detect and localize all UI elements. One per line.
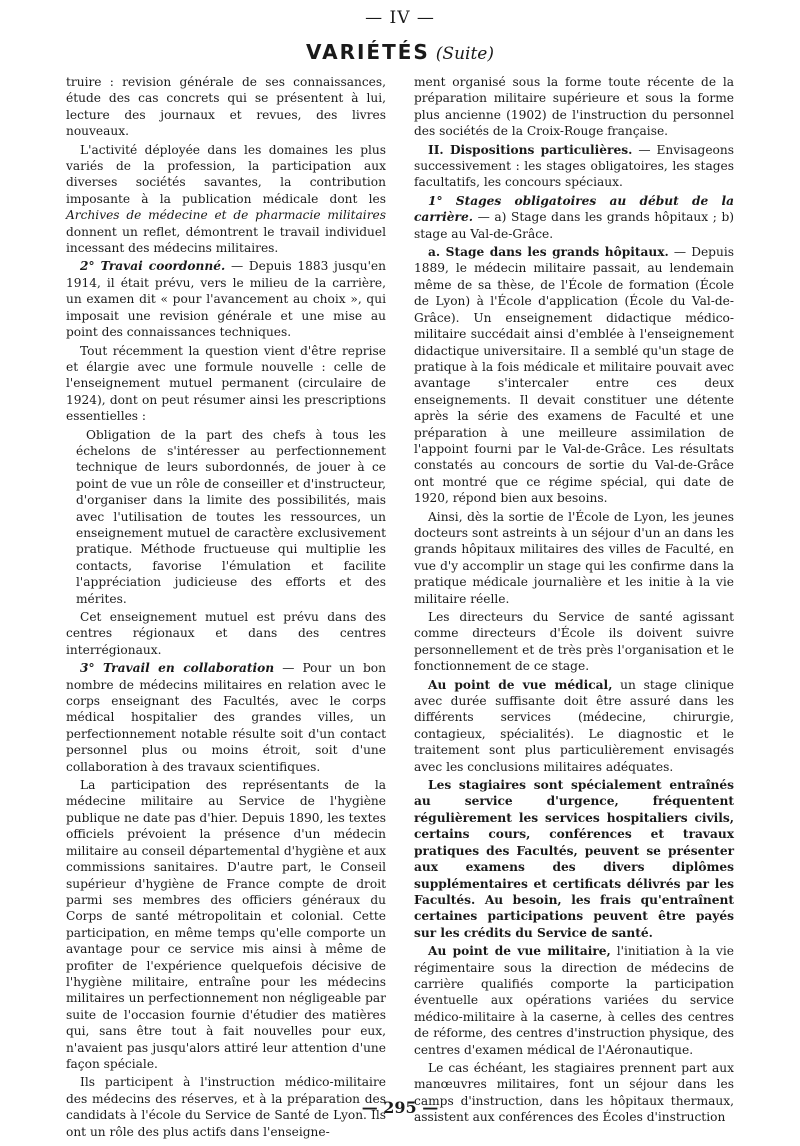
paragraph (414, 677, 734, 775)
text-run: — Pour un bon nombre de médecins militaires en relation avec le corps enseignant des Facultés, avec le corps médical hospitalier des grandes villes, un perfectionnement notable résulte soit d'un contact personnel plus ou moins étroit, soit d'une collaboration à des travaux scientifiques. (66, 661, 386, 774)
text-run: — a) Stage dans les grands hôpitaux ; b) stage au Val-de-Grâce. (414, 210, 734, 241)
paragraph: ment organisé sous la forme toute récente de la préparation militaire supérieure et sous la forme plus ancienne (1902) de l'instruction du personnel des sociétés de la Croix-Rouge française. (414, 75, 734, 139)
text-run: — Envisageons successivement : les stages obligatoires, les stages facultatifs, les concours spéciaux. (414, 142, 734, 190)
right-column (414, 74, 734, 1125)
text-run: — Depuis 1889, le médecin militaire passait, au lendemain même de sa thèse, de l'École de formation (École de Lyon) à l'École d'application (École du Val-de-Grâce). Un enseignement didactique médico-militaire succédait ainsi d'emblée à l'enseignement didactique universitaire. Il a semblé qu'un stage de pratique à la fois médicale et militaire pouvait avec avantage s'intercaler entre ces deux enseignements. Il devait constituer une détente après la série des examens de Faculté et une préparation à une meilleure assimilation de l'appoint fourni par le Val-de-Grâce. Les résultats constatés au concours de sortie du Val-de-Grâce ont montré que ce régime spécial, qui date de 1920, répond bien aux besoins. (414, 245, 734, 506)
journal-title: Archives de médecine et de pharmacie militaires (66, 208, 386, 223)
paragraph: Ils participent à l'instruction médico-militaire des médecins des réserves, et à la préparation des candidats à l'école du Service de Santé de Lyon. Ils ont un rôle des plus actifs dans l'enseigne- (66, 1075, 386, 1139)
paragraph: Obligation de la part des chefs à tous les échelons de s'intéresser au perfectionnement technique de leurs subordonnés, de jouer à ce point de vue un rôle de conseiller et d'instructeur, d'organiser dans la limite des possibilités, mais avec l'utilisation de toutes les ressources, un enseignement mutuel de caractère exclusivement pratique. Méthode fructueuse qui multiplie les contacts, favorise l'émulation et facilite l'appréciation judicieuse des efforts et des mérites. (76, 427, 386, 606)
section-title-subtitle: (Suite) (435, 44, 494, 64)
page-number: — 295 — (361, 1098, 439, 1117)
text-run: donnent un reflet, démontrent le travail individuel incessant des médecins militaires. (66, 224, 386, 256)
paragraph: Ainsi, dès la sortie de l'École de Lyon, les jeunes docteurs sont astreints à un séjour d'un an dans les grands hôpitaux militaires des villes de Faculté, en vue d'y accomplir un stage qui les confirme dans la pratique médicale journalière et les initie à la vie militaire réelle. (414, 509, 734, 606)
paragraph (66, 660, 386, 775)
paragraph (414, 244, 734, 507)
paragraph: Les stagiaires sont spécialement entraînés au service d'urgence, fréquentent régulièrement les services hospitaliers civils, certains cours, conférences et travaux pratiques des Facultés, peuvent se présenter aux examens des divers diplômes supplémentaires et certificats délivrés par les Facultés. Au besoin, les frais qu'entraînent certaines participations peuvent être payés sur les crédits du Service de santé. (414, 778, 734, 940)
section-heading: II. Dispositions particulières. (428, 142, 633, 157)
paragraph (414, 142, 734, 191)
paragraph: Le cas échéant, les stagiaires prennent part aux manœuvres militaires, font un séjour dans les camps d'instruction, dans les hôpitaux thermaux, assistent aux conférences des Écoles d'instruction (414, 1060, 734, 1125)
paragraph-heading: 1° Stages obligatoires au début de la carrière. (414, 193, 734, 225)
paragraph-heading: 2° Travai coordonné. (80, 259, 226, 274)
paragraph: Cet enseignement mutuel est prévu dans des centres régionaux et dans des centres interrégionaux. (66, 610, 386, 657)
section-title-main: VARIÉTÉS (305, 40, 430, 64)
paragraph-heading: a. Stage dans les grands hôpitaux. (428, 245, 669, 260)
paragraph (66, 142, 386, 257)
paragraph (414, 943, 734, 1058)
paragraph: truire : revision générale de ses connaissances, étude des cas concrets qui se présentent à lui, lecture des journaux et revues, des livres nouveaux. (66, 75, 386, 139)
paragraph: Tout récemment la question vient d'être reprise et élargie avec une formule nouvelle : celle de l'enseignement mutuel permanent (circulaire de 1924), dont on peut résumer ainsi les prescriptions essentielles : (66, 343, 386, 424)
roman-folio: — IV — (365, 8, 435, 28)
text-run: L'activité déployée dans les domaines les plus variés de la profession, la participation aux diverses sociétés savantes, la contribution imposante à la publication médicale dont les (66, 142, 386, 206)
paragraph-heading: Au point de vue médical, (428, 677, 613, 692)
paragraph (414, 193, 734, 242)
paragraph (66, 258, 386, 340)
paragraph: La participation des représentants de la médecine militaire au Service de l'hygiène publique ne date pas d'hier. Depuis 1890, les textes officiels prévoient la présence d'un médecin militaire au conseil départemental d'hygiène et aux commissions sanitaires. D'autre part, le Conseil supérieur d'hygiène de France compte de droit parmi ses membres des officiers généraux du Corps de santé métropolitain et colonial. Cette participation, en même temps qu'elle comporte un avantage pour ce service mis ainsi à même de profiter de l'expérience quelquefois décisive de l'hygiène militaire, entraîne pour les médecins militaires un perfectionnement non négligeable par suite de l'occasion fournie d'étudier des matières qui, sans être tout à fait nouvelles pour eux, n'avaient pas jusqu'alors attiré leur attention d'une façon spéciale. (66, 778, 386, 1071)
paragraph-heading: 3° Travail en collaboration (80, 661, 275, 676)
text-run: l'initiation à la vie régimentaire sous la direction de médecins de carrière qualifiés comporte la participation éventuelle aux opérations variées du service médico-militaire à la caserne, à celles des centres de réforme, des centres d'instruction physique, des centres d'examen médical de l'Aéronautique. (414, 944, 734, 1057)
paragraph: Les directeurs du Service de santé agissant comme directeurs d'École ils doivent suivre personnellement et de très près l'organisation et le fonctionnement de ce stage. (414, 610, 734, 674)
text-run: un stage clinique avec durée suffisante doit être assuré dans les différents services (médecine, chirurgie, contagieux, spécialités). Le diagnostic et le traitement sont plus particulièrement envisagés avec les conclusions militaires adéquates. (414, 677, 734, 774)
text-run: — Depuis 1883 jusqu'en 1914, il était prévu, vers le milieu de la carrière, un examen dit « pour l'avancement au choix », qui imposait une revision générale et une mise au point des connaissances techniques. (66, 259, 386, 340)
left-column (66, 74, 386, 1139)
section-title (0, 40, 800, 64)
paragraph-heading: Au point de vue militaire, (428, 944, 611, 959)
